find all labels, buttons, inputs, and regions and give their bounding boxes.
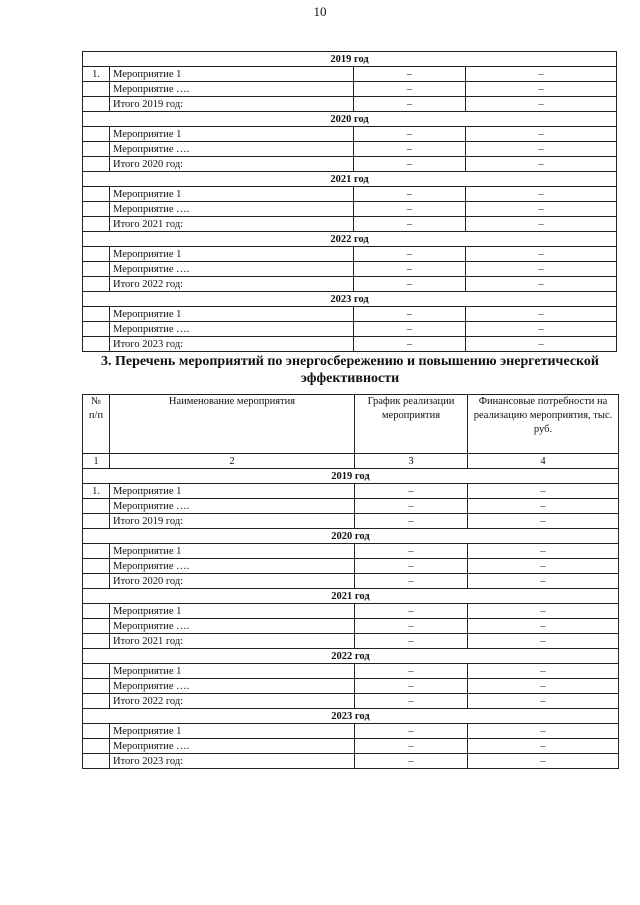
column-number-2: 2 [110, 454, 355, 469]
finance-cell: – [468, 739, 619, 754]
total-label-cell: Итого 2022 год: [110, 277, 354, 292]
total-label-cell: Итого 2023 год: [110, 337, 354, 352]
finance-cell: – [466, 67, 617, 82]
header-finance: Финансовые потребности на реализацию мероприятия, тыс. руб. [468, 395, 619, 454]
event-name-cell: Мероприятие …. [110, 559, 355, 574]
row-number-cell [83, 82, 110, 97]
finance-cell: – [466, 157, 617, 172]
schedule-cell: – [354, 217, 466, 232]
table-row [83, 724, 619, 739]
row-number-cell [83, 724, 110, 739]
finance-cell: – [468, 544, 619, 559]
finance-cell: – [466, 82, 617, 97]
event-name-cell: Мероприятие 1 [110, 724, 355, 739]
table-row [83, 604, 619, 619]
table-row [83, 142, 617, 157]
event-name-cell: Мероприятие 1 [110, 484, 355, 499]
table-row [83, 544, 619, 559]
schedule-cell: – [355, 739, 468, 754]
row-number-cell [83, 187, 110, 202]
row-number-cell [83, 619, 110, 634]
event-name-cell: Мероприятие …. [110, 202, 354, 217]
row-number-cell [83, 559, 110, 574]
schedule-cell: – [355, 664, 468, 679]
row-number-cell [83, 544, 110, 559]
finance-cell: – [466, 247, 617, 262]
finance-cell: – [466, 202, 617, 217]
table-row [83, 694, 619, 709]
schedule-cell: – [355, 619, 468, 634]
section-title: 3. Перечень мероприятий по энергосбережению и повышению энергетической эффективности [100, 354, 600, 386]
header-schedule: График реализации мероприятия [355, 395, 468, 454]
year-heading: 2023 год [83, 709, 619, 724]
column-number-1: 1 [83, 454, 110, 469]
row-number-cell [83, 127, 110, 142]
row-number-cell [83, 97, 110, 112]
year-row [83, 172, 617, 187]
year-heading: 2020 год [83, 112, 617, 127]
event-name-cell: Мероприятие 1 [110, 664, 355, 679]
schedule-cell: – [354, 202, 466, 217]
schedule-cell: – [354, 157, 466, 172]
finance-cell: – [468, 484, 619, 499]
page-number: 10 [313, 4, 327, 19]
finance-cell: – [466, 187, 617, 202]
schedule-cell: – [355, 754, 468, 769]
event-name-cell: Мероприятие 1 [110, 544, 355, 559]
total-label-cell: Итого 2022 год: [110, 694, 355, 709]
header-row [83, 395, 619, 454]
row-number-cell [83, 574, 110, 589]
row-number-cell [83, 739, 110, 754]
event-name-cell: Мероприятие …. [110, 679, 355, 694]
event-name-cell: Мероприятие …. [110, 619, 355, 634]
event-name-cell: Мероприятие 1 [110, 247, 354, 262]
schedule-cell: – [354, 322, 466, 337]
finance-cell: – [468, 559, 619, 574]
schedule-cell: – [355, 634, 468, 649]
year-row [83, 112, 617, 127]
finance-cell: – [468, 604, 619, 619]
table-row [83, 754, 619, 769]
schedule-cell: – [355, 514, 468, 529]
header-num: № п/п [83, 395, 110, 454]
table-row [83, 67, 617, 82]
schedule-cell: – [354, 97, 466, 112]
year-heading: 2022 год [83, 232, 617, 247]
row-number-cell: 1. [83, 67, 110, 82]
finance-cell: – [466, 307, 617, 322]
year-row [83, 529, 619, 544]
year-heading: 2022 год [83, 649, 619, 664]
row-number-cell [83, 634, 110, 649]
total-label-cell: Итого 2020 год: [110, 574, 355, 589]
row-number-cell [83, 307, 110, 322]
finance-cell: – [468, 694, 619, 709]
row-number-cell [83, 202, 110, 217]
finance-cell: – [468, 619, 619, 634]
schedule-cell: – [355, 559, 468, 574]
finance-cell: – [468, 679, 619, 694]
table-row [83, 187, 617, 202]
schedule-cell: – [355, 694, 468, 709]
row-number-cell [83, 142, 110, 157]
total-label-cell: Итого 2021 год: [110, 217, 354, 232]
row-number-cell [83, 277, 110, 292]
table-row [83, 484, 619, 499]
table-row [83, 157, 617, 172]
total-label-cell: Итого 2019 год: [110, 514, 355, 529]
schedule-cell: – [355, 574, 468, 589]
energy-saving-events-table [82, 394, 619, 769]
event-name-cell: Мероприятие …. [110, 322, 354, 337]
row-number-cell [83, 754, 110, 769]
event-name-cell: Мероприятие …. [110, 262, 354, 277]
schedule-cell: – [354, 82, 466, 97]
total-label-cell: Итого 2019 год: [110, 97, 354, 112]
year-heading: 2019 год [83, 52, 617, 67]
schedule-cell: – [354, 127, 466, 142]
finance-cell: – [468, 754, 619, 769]
table-row [83, 574, 619, 589]
row-number-cell [83, 694, 110, 709]
row-number-cell [83, 337, 110, 352]
row-number-cell [83, 514, 110, 529]
table-row [83, 664, 619, 679]
row-number-cell [83, 664, 110, 679]
table-row [83, 619, 619, 634]
event-name-cell: Мероприятие 1 [110, 127, 354, 142]
column-number-3: 3 [355, 454, 468, 469]
year-row [83, 589, 619, 604]
event-name-cell: Мероприятие 1 [110, 307, 354, 322]
finance-cell: – [466, 322, 617, 337]
table-row [83, 262, 617, 277]
year-row [83, 52, 617, 67]
row-number-cell [83, 322, 110, 337]
year-row [83, 469, 619, 484]
finance-cell: – [466, 262, 617, 277]
row-number-cell: 1. [83, 484, 110, 499]
finance-cell: – [468, 664, 619, 679]
schedule-cell: – [355, 604, 468, 619]
table-row [83, 634, 619, 649]
finance-cell: – [466, 277, 617, 292]
column-number-4: 4 [468, 454, 619, 469]
events-table-continued-body [83, 52, 617, 352]
schedule-cell: – [354, 337, 466, 352]
event-name-cell: Мероприятие 1 [110, 187, 354, 202]
finance-cell: – [466, 97, 617, 112]
event-name-cell: Мероприятие …. [110, 499, 355, 514]
schedule-cell: – [355, 484, 468, 499]
year-heading: 2021 год [83, 589, 619, 604]
row-number-cell [83, 247, 110, 262]
row-number-cell [83, 604, 110, 619]
finance-cell: – [466, 337, 617, 352]
year-heading: 2021 год [83, 172, 617, 187]
finance-cell: – [468, 574, 619, 589]
event-name-cell: Мероприятие 1 [110, 67, 354, 82]
finance-cell: – [468, 514, 619, 529]
year-row [83, 292, 617, 307]
schedule-cell: – [355, 499, 468, 514]
schedule-cell: – [354, 277, 466, 292]
table-row [83, 307, 617, 322]
row-number-cell [83, 262, 110, 277]
schedule-cell: – [355, 724, 468, 739]
event-name-cell: Мероприятие 1 [110, 604, 355, 619]
total-label-cell: Итого 2021 год: [110, 634, 355, 649]
year-row [83, 232, 617, 247]
table-row [83, 559, 619, 574]
schedule-cell: – [355, 544, 468, 559]
table-row [83, 202, 617, 217]
schedule-cell: – [354, 142, 466, 157]
row-number-cell [83, 157, 110, 172]
table-row [83, 679, 619, 694]
energy-saving-events-table-body [83, 469, 619, 769]
table-row [83, 127, 617, 142]
column-numbering-row [83, 454, 619, 469]
header-name: Наименование мероприятия [110, 395, 355, 454]
row-number-cell [83, 217, 110, 232]
finance-cell: – [466, 127, 617, 142]
table-row [83, 82, 617, 97]
schedule-cell: – [354, 307, 466, 322]
events-table-continued [82, 51, 617, 352]
schedule-cell: – [355, 679, 468, 694]
table-row [83, 217, 617, 232]
table-row [83, 499, 619, 514]
total-label-cell: Итого 2023 год: [110, 754, 355, 769]
schedule-cell: – [354, 247, 466, 262]
year-row [83, 649, 619, 664]
table-row [83, 337, 617, 352]
event-name-cell: Мероприятие …. [110, 82, 354, 97]
schedule-cell: – [354, 67, 466, 82]
table-row [83, 97, 617, 112]
table-row [83, 247, 617, 262]
year-heading: 2019 год [83, 469, 619, 484]
finance-cell: – [468, 499, 619, 514]
row-number-cell [83, 679, 110, 694]
table-row [83, 277, 617, 292]
schedule-cell: – [354, 187, 466, 202]
finance-cell: – [468, 634, 619, 649]
total-label-cell: Итого 2020 год: [110, 157, 354, 172]
finance-cell: – [466, 217, 617, 232]
year-row [83, 709, 619, 724]
schedule-cell: – [354, 262, 466, 277]
year-heading: 2023 год [83, 292, 617, 307]
table-row [83, 514, 619, 529]
finance-cell: – [468, 724, 619, 739]
row-number-cell [83, 499, 110, 514]
finance-cell: – [466, 142, 617, 157]
year-heading: 2020 год [83, 529, 619, 544]
event-name-cell: Мероприятие …. [110, 142, 354, 157]
event-name-cell: Мероприятие …. [110, 739, 355, 754]
table-row [83, 322, 617, 337]
table-row [83, 739, 619, 754]
